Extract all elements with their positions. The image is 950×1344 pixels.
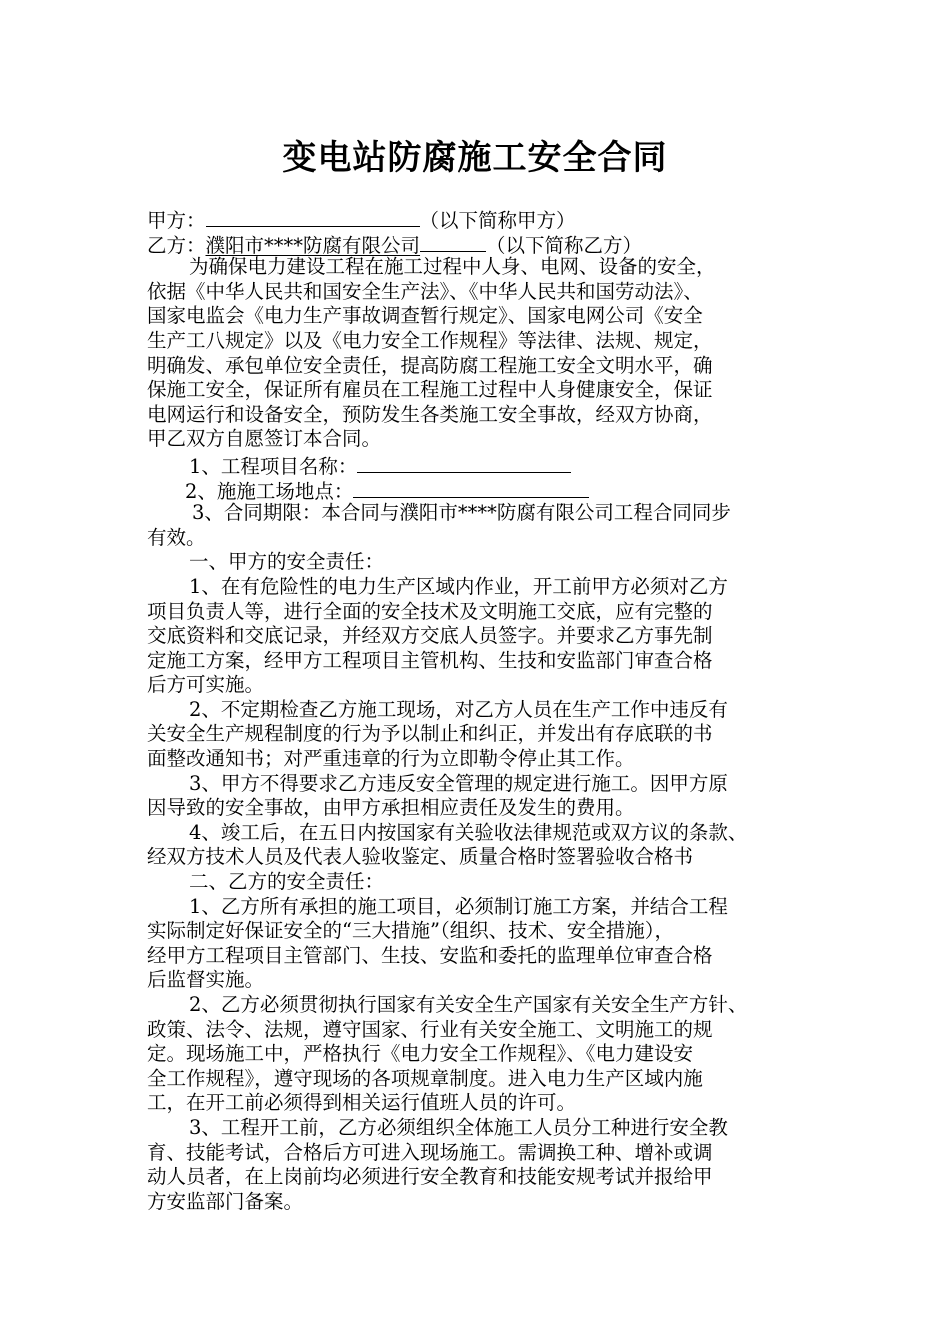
preamble-line: 生产工八规定》以及《电力安全工作规程》等法律、法规、规定， xyxy=(147,328,713,352)
section-b-line: 工，在开工前必须得到相关运行值班人员的许可。 xyxy=(147,1091,577,1115)
preamble-line: 明确发、承包单位安全责任，提高防腐工程施工安全文明水平，确 xyxy=(147,353,713,377)
section-b-line: 动人员者，在上岗前均必须进行安全教育和技能安规考试并报给甲 xyxy=(147,1165,713,1189)
party-b-line xyxy=(147,231,823,256)
item-site-location-blank xyxy=(353,477,589,498)
party-b-value: 濮阳市****防腐有限公司 xyxy=(205,233,421,257)
section-b-line: 方安监部门备案。 xyxy=(147,1189,304,1213)
item-term-line: 有效。 xyxy=(147,525,206,549)
section-b-line: 定。现场施工中，严格执行《电力安全工作规程》、《电力建设安 xyxy=(147,1042,694,1066)
party-a-suffix: （以下简称甲方） xyxy=(419,209,576,232)
section-b-line: 后监督实施。 xyxy=(147,968,265,992)
section-b-line: 3、工程开工前，乙方必须组织全体施工人员分工种进行安全教 xyxy=(189,1115,728,1139)
section-a-line: 项目负责人等，进行全面的安全技术及文明施工交底，应有完整的 xyxy=(147,599,713,623)
preamble-line: 保施工安全，保证所有雇员在工程施工过程中人身健康安全，保证 xyxy=(147,378,713,402)
section-a-line: 交底资料和交底记录，并经双方交底人员签字。并要求乙方事先制 xyxy=(147,624,713,648)
section-a-line: 面整改通知书；对严重违章的行为立即勒令停止其工作。 xyxy=(147,747,635,771)
item-project-name xyxy=(147,452,823,477)
section-a-line: 因导致的安全事故，由甲方承担相应责任及发生的费用。 xyxy=(147,796,635,820)
section-b-line: 2、乙方必须贯彻执行国家有关安全生产国家有关安全生产方针、 xyxy=(189,993,748,1016)
item-project-name-blank xyxy=(357,452,571,473)
section-b-line: 1、乙方所有承担的施工项目，必须制订施工方案，并结合工程 xyxy=(189,894,728,918)
section-b-line: 育、技能考试，合格后方可进入现场施工。需调换工种、增补或调 xyxy=(147,1140,713,1164)
item-term-line: 3、合同期限：本合同与濮阳市****防腐有限公司工程合同同步 xyxy=(192,501,731,525)
section-b-line: 实际制定好保证安全的“三大措施”（组织、技术、安全措施）， xyxy=(147,919,674,943)
section-a-line: 1、在有危险性的电力生产区域内作业，开工前甲方必须对乙方 xyxy=(189,574,728,598)
section-a-line: 4、竣工后，在五日内按国家有关验收法律规范或双方议的条款、 xyxy=(189,820,748,844)
item-site-location xyxy=(147,477,823,502)
preamble-line: 依据《中华人民共和国安全生产法》、《中华人民共和国劳动法》、 xyxy=(147,279,703,303)
section-b-heading: 二、乙方的安全责任： xyxy=(189,870,385,894)
section-b-line: 政策、法令、法规，遵守国家、行业有关安全施工、文明施工的规 xyxy=(147,1017,713,1041)
party-a-blank xyxy=(206,206,420,227)
section-a-line: 后方可实施。 xyxy=(147,673,265,697)
preamble-line: 电网运行和设备安全，预防发生各类施工安全事故，经双方协商， xyxy=(147,402,713,426)
section-b-line: 全工作规程》，遵守现场的各项规章制度。进入电力生产区域内施 xyxy=(147,1066,703,1090)
preamble-line: 国家电监会《电力生产事故调查暂行规定》、国家电网公司《安全 xyxy=(147,304,703,328)
section-b-line: 经甲方工程项目主管部门、生技、安监和委托的监理单位审查合格 xyxy=(147,943,713,967)
item-project-name-label: 1、工程项目名称： xyxy=(189,454,358,478)
party-b-suffix: （以下简称乙方） xyxy=(486,233,643,257)
party-b-blank xyxy=(420,231,486,252)
item-site-location-label: 2、施施工场地点： xyxy=(185,479,354,503)
party-b-label: 乙方： xyxy=(147,233,206,257)
section-a-line: 定施工方案，经甲方工程项目主管机构、生技和安监部门审查合格 xyxy=(147,648,713,672)
party-a-label: 甲方： xyxy=(147,209,206,232)
preamble-line: 甲乙双方自愿签订本合同。 xyxy=(147,427,382,451)
section-a-line: 2、不定期检查乙方施工现场，对乙方人员在生产工作中违反有 xyxy=(189,697,728,721)
document-body xyxy=(147,206,823,1214)
section-a-line: 关安全生产规程制度的行为予以制止和纠正，并发出有存底联的书 xyxy=(147,722,713,746)
preamble-line: 为确保电力建设工程在施工过程中人身、电网、设备的安全， xyxy=(189,255,716,279)
section-a-heading: 一、甲方的安全责任： xyxy=(189,550,385,574)
section-a-line: 3、甲方不得要求乙方违反安全管理的规定进行施工。因甲方原 xyxy=(189,771,728,795)
party-a-line xyxy=(147,206,823,231)
section-a-line: 经双方技术人员及代表人验收鉴定、质量合格时签署验收合格书 xyxy=(147,845,694,869)
document-title: 变电站防腐施工安全合同 xyxy=(282,138,668,178)
